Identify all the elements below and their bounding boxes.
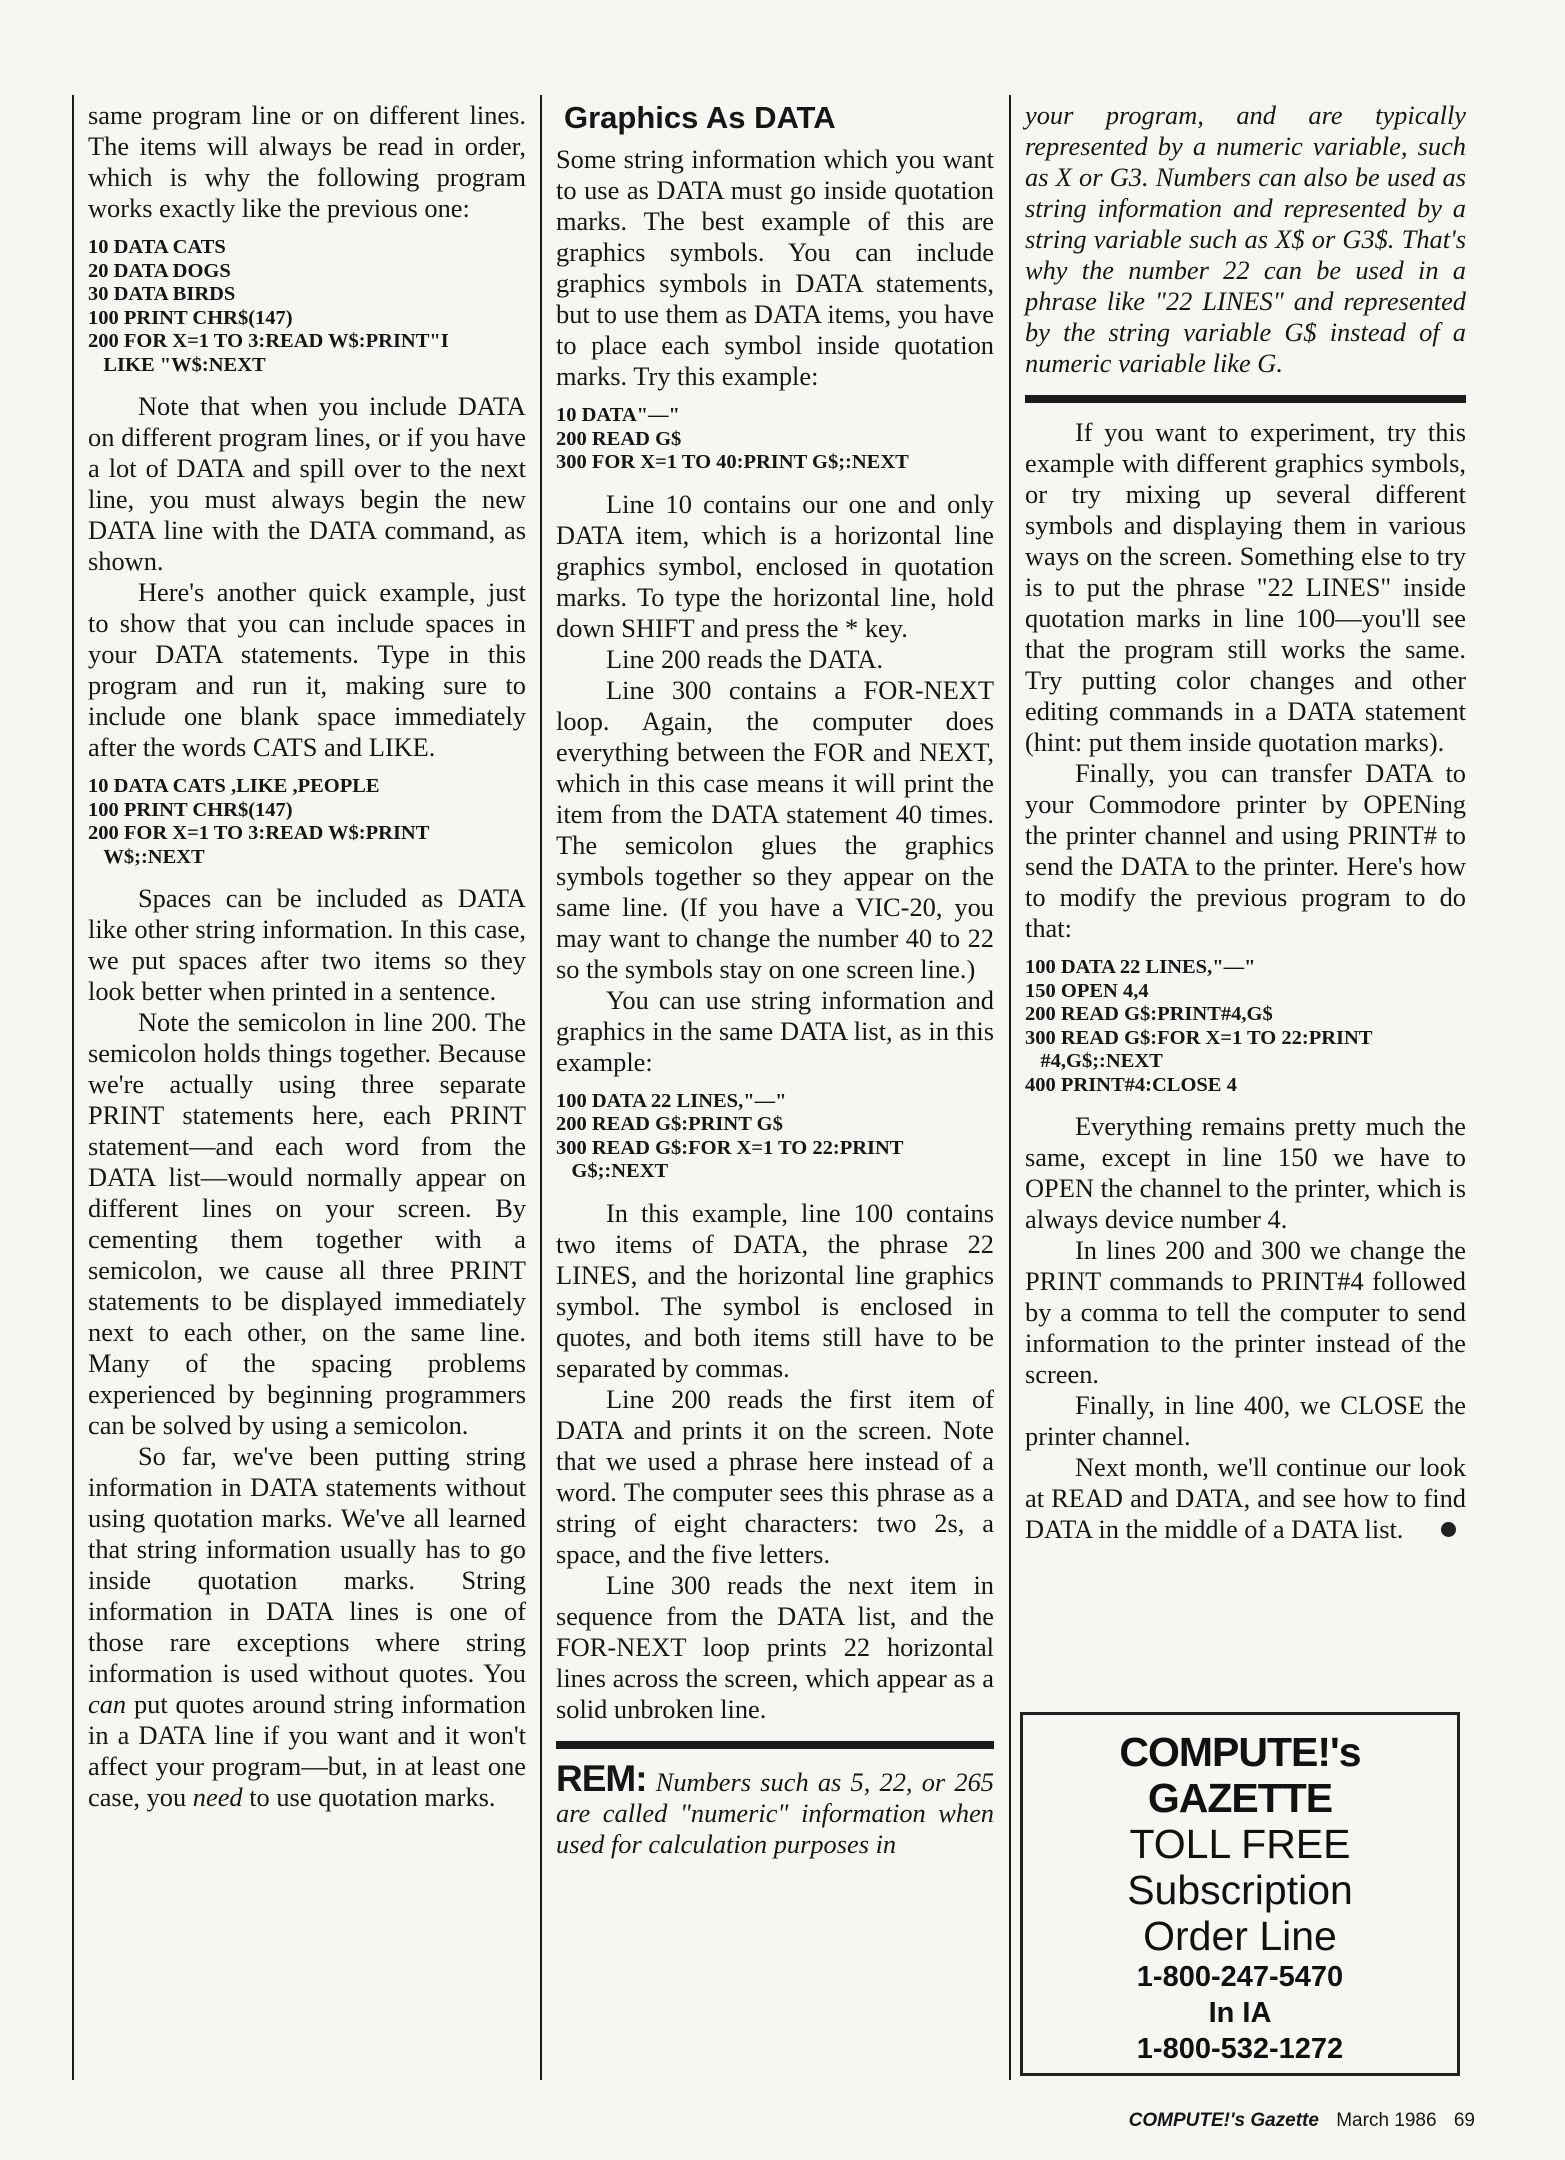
paragraph: Line 200 reads the DATA. [606,643,884,674]
footer-date: March 1986 [1336,2110,1437,2131]
page-number: 69 [1453,2110,1475,2131]
end-mark-icon [1441,1522,1456,1537]
ad-brand-gazette: GAZETTE [1147,1775,1333,1821]
paragraph: Line 10 contains our one and only DATA item, which is a horizontal line graphics symbol, enclosed in quotation marks. To type the horizontal line, hold down SHIFT and press the * key. [556,488,994,643]
rem-note: REM: Numbers such as 5, 22, or 265 are called "numeric" information when used for calculation purposes in [556,1757,994,1859]
section-heading: Graphics As DATA [564,100,836,135]
rem-divider [556,1741,994,1749]
paragraph: same program line or on different lines. The items will always be read in order, which is why the following program works exactly like the previous one: [88,100,526,223]
rem-note-continued: your program, and are typically represented by a numeric variable, such as X or G3. Numbers can also be used as string information and represented by a string variable such as X$ or G3$. That's why the number 22 can be used in a phrase like "22 LINES" and represented by the string variable G$ instead of a numeric variable like G. [1025,100,1466,378]
ad-subscription: Subscription [1127,1867,1353,1913]
code-listing: 100 DATA 22 LINES,"—" 150 OPEN 4,4 200 READ G$:PRINT#4,G$ 300 READ G$:FOR X=1 TO 22:PRINT #4,G$;:NEXT 400 PRINT#4:CLOSE 4 [1025,956,1373,1096]
paragraph: Line 300 reads the next item in sequence from the DATA list, and the FOR-NEXT loop prints 22 horizontal lines across the screen, which appear as a solid unbroken line. [556,1569,994,1724]
paragraph: So far, we've been putting string information in DATA statements without using quotation marks. We've all learned that string information usually has to go inside quotation marks. String information in DATA lines is one of those rare exceptions where string information is used without quotes. You can put quotes around string information in a DATA line if you want and it won't affect your program—but, in at least one case, you need to use quotation marks. [88,1441,526,1812]
code-listing: 10 DATA CATS ,LIKE ,PEOPLE 100 PRINT CHR$(147) 200 FOR X=1 TO 3:READ W$:PRINT W$;:NEXT [88,775,430,868]
ad-phone-1: 1-800-247-5470 [1136,1961,1344,1993]
column-2 [556,98,994,1860]
column-1 [88,100,526,1813]
column-divider-left [72,95,74,2080]
subscription-ad [1020,1712,1460,2076]
paragraph: Note the semicolon in line 200. The semicolon holds things together. Because we're actually using three separate PRINT statements here, each PRINT statement—and each word from the DATA list—would normally appear on different lines on your screen. By cementing them together with a semicolon, we cause all three PRINT statements to be displayed immediately next to each other, on the same line. Many of the spacing problems experienced by beginning programmers can be solved by using a semicolon. [88,1007,526,1440]
paragraph: Everything remains pretty much the same, except in line 150 we have to OPEN the channel to the printer, which is always device number 4. [1025,1111,1466,1234]
paragraph: Finally, in line 400, we CLOSE the printer channel. [1025,1390,1466,1451]
column-divider-2 [1009,95,1011,2080]
rem-divider [1025,395,1466,403]
paragraph: Next month, we'll continue our look at READ and DATA, and see how to find DATA in the middle of a DATA list. [1025,1452,1466,1544]
paragraph: Some string information which you want to use as DATA must go inside quotation marks. The best example of this are graphics symbols. You can include graphics symbols in DATA statements, but to use them as DATA items, you have to place each symbol inside quotation marks. Try this example: [556,144,994,391]
column-divider-1 [540,95,542,2080]
footer-publication: COMPUTE!'s Gazette [1128,2110,1319,2131]
paragraph: Spaces can be included as DATA like other string information. In this case, we put spaces after two items so they look better when printed in a sentence. [88,883,526,1006]
code-listing: 10 DATA CATS 20 DATA DOGS 30 DATA BIRDS 100 PRINT CHR$(147) 200 FOR X=1 TO 3:READ W$:PRINT"I LIKE "W$:NEXT [88,236,449,376]
paragraph: You can use string information and graphics in the same DATA list, as in this example: [556,984,994,1077]
code-listing: 100 DATA 22 LINES,"—" 200 READ G$:PRINT G$ 300 READ G$:FOR X=1 TO 22:PRINT G$;:NEXT [556,1089,904,1182]
column-3 [1025,100,1466,1545]
paragraph: Line 200 reads the first item of DATA and prints it on the screen. Note that we used a phrase here instead of a word. The computer sees this phrase as a string of eight characters: two 2s, a space, and the five letters. [556,1383,994,1569]
paragraph: In this example, line 100 contains two items of DATA, the phrase 22 LINES, and the horizontal line graphics symbol. The symbol is enclosed in quotes, and both items still have to be separated by commas. [556,1197,994,1383]
paragraph: Here's another quick example, just to show that you can include spaces in your DATA statements. Type in this program and run it, making sure to include one blank space immediately after the words CATS and LIKE. [88,577,526,762]
code-listing: 10 DATA"—" 200 READ G$ 300 FOR X=1 TO 40:PRINT G$;:NEXT [556,404,909,473]
ad-region: In IA [1208,1997,1272,2029]
ad-phone-2: 1-800-532-1272 [1136,2033,1344,2065]
page-footer [1117,2110,1475,2132]
paragraph: Line 300 contains a FOR-NEXT loop. Again, the computer does everything between the FOR and NEXT, which in this case means it will print the item from the DATA statement 40 times. The semicolon glues the graphics symbols together so they appear on the same line. (If you have a VIC-20, you may want to change the number 40 to 22 so the symbols stay on one screen line.) [556,674,994,984]
paragraph: Finally, you can transfer DATA to your Commodore printer by OPENing the printer channel and using PRINT# to send the DATA to the printer. Here's how to modify the previous program to do that: [1025,758,1466,943]
ad-toll-free: TOLL FREE [1129,1821,1351,1867]
ad-order-line: Order Line [1143,1913,1337,1959]
paragraph: Note that when you include DATA on different program lines, or if you have a lot of DATA and spill over to the next line, you must always begin the new DATA line with the DATA command, as shown. [88,391,526,576]
paragraph: In lines 200 and 300 we change the PRINT commands to PRINT#4 followed by a comma to tell the computer to send information to the printer instead of the screen. [1025,1235,1466,1389]
paragraph: If you want to experiment, try this example with different graphics symbols, or try mixing up several different symbols and displaying them in various ways on the screen. Something else to try is to put the phrase "22 LINES" inside quotation marks in line 100—you'll see that the program still works the same. Try putting color changes and other editing commands in a DATA statement (hint: put them inside quotation marks). [1025,417,1466,757]
ad-brand: COMPUTE!'s [1119,1729,1361,1775]
rem-label: REM: [556,1757,647,1799]
